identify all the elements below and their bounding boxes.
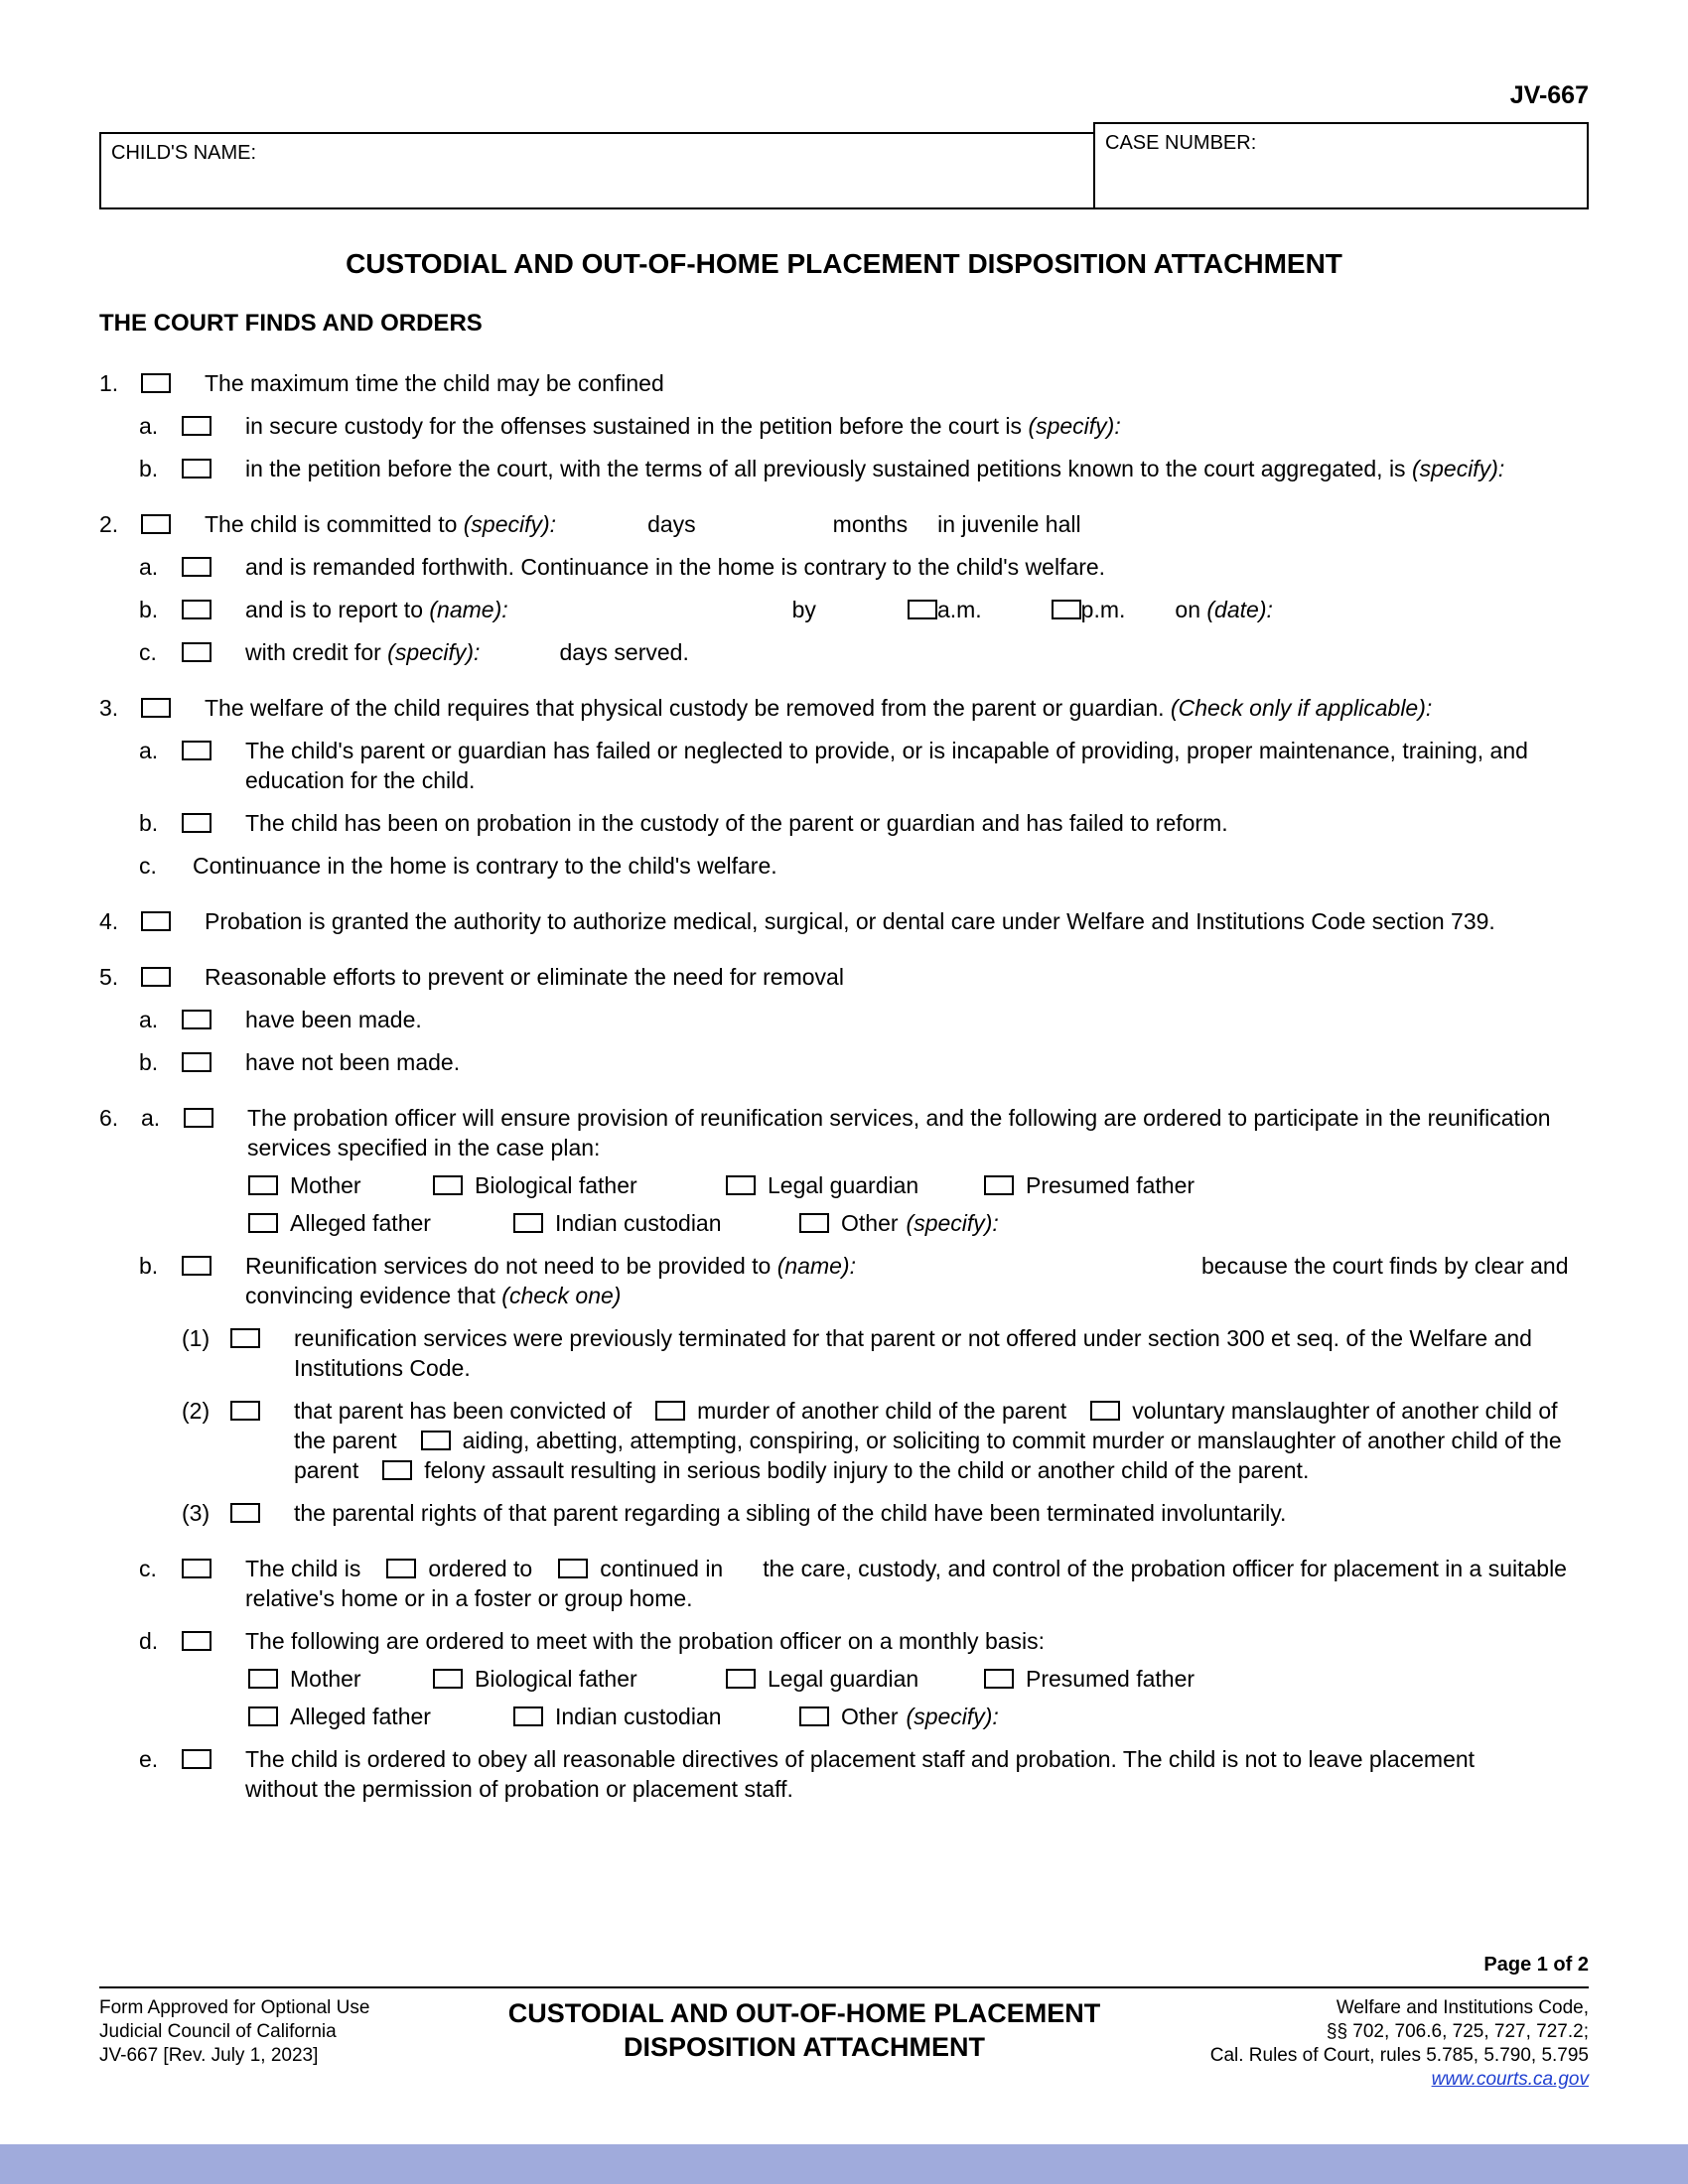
checkbox-felony-assault[interactable] (382, 1460, 412, 1480)
item-6b-check-one: (check one) (501, 1283, 622, 1308)
checkbox-6d-alleged-father[interactable] (248, 1706, 278, 1726)
item-1b (0, 454, 1579, 483)
alleged-father-label: Alleged father (290, 1210, 431, 1236)
item-6b-3 (0, 1498, 1579, 1528)
option-6a-biological-father (433, 1170, 637, 1200)
checkbox-voluntary-manslaughter[interactable] (1090, 1401, 1120, 1421)
item-6a (0, 1103, 1579, 1162)
checkbox-continued-in[interactable] (558, 1559, 588, 1578)
item-3b-text: The child has been on probation in the custody of the parent or guardian and has failed to reform. (245, 810, 1228, 836)
courts-website-link[interactable]: www.courts.ca.gov (1431, 2069, 1589, 2090)
checkbox-6a-other[interactable] (799, 1213, 829, 1233)
item-2 (0, 509, 1579, 539)
item-2-number: 2. (99, 511, 119, 537)
indian-custodian-label: Indian custodian (555, 1704, 722, 1729)
reunification-name-blank[interactable] (856, 1272, 1201, 1274)
other-specify-label: (specify): (906, 1704, 999, 1729)
item-6c-text2: the care, custody, and control of the probation officer for placement in a suitable relative's home or in a foster or group home. (245, 1556, 1567, 1611)
checkbox-item-5[interactable] (141, 967, 171, 987)
checkbox-6a-legal-guardian[interactable] (726, 1175, 756, 1195)
item-6c-letter: c. (139, 1556, 157, 1581)
childs-name-label: CHILD'S NAME: (111, 142, 257, 164)
checkbox-pm[interactable] (1052, 600, 1081, 619)
option-6a-presumed-father (984, 1170, 1195, 1200)
checkbox-6b-2[interactable] (230, 1401, 260, 1421)
committed-days-blank[interactable] (556, 530, 647, 532)
committed-months-blank[interactable] (696, 530, 833, 532)
biological-father-label: Biological father (475, 1172, 637, 1198)
form-header (0, 0, 1688, 213)
pm-label: p.m. (1080, 597, 1126, 622)
item-6e (0, 1744, 1579, 1804)
case-number-box[interactable] (1093, 122, 1589, 209)
item-6b-text: Reunification services do not need to be provided to (245, 1253, 772, 1279)
checkbox-ordered-to[interactable] (386, 1559, 416, 1578)
item-6b-3-text: the parental rights of that parent regarding a sibling of the child have been terminated involuntarily. (294, 1500, 1287, 1526)
item-6b-1-number: (1) (182, 1325, 211, 1351)
footer-council-line: Judicial Council of California (99, 2021, 337, 2042)
item-1-text: The maximum time the child may be confined (205, 370, 664, 396)
item-1a-letter: a. (139, 413, 159, 439)
item-6b-2-number: (2) (182, 1398, 211, 1424)
option-6a-indian-custodian (513, 1208, 722, 1238)
option-6a-mother (248, 1170, 361, 1200)
checkbox-6b-3[interactable] (230, 1503, 260, 1523)
childs-name-box[interactable] (99, 132, 1095, 209)
item-5a-letter: a. (139, 1007, 159, 1032)
item-1b-text: in the petition before the court, with the terms of all previously sustained petitions known to the court aggregated, is (245, 456, 1406, 481)
page-number: Page 1 of 2 (1483, 1954, 1589, 1976)
option-6a-alleged-father (248, 1208, 431, 1238)
checkbox-item-1a[interactable] (182, 416, 211, 436)
item-4-text: Probation is granted the authority to authorize medical, surgical, or dental care under Welfare and Institutions Code section 739. (205, 908, 1495, 934)
checkbox-item-6d[interactable] (182, 1631, 211, 1651)
item-6b-2 (0, 1396, 1579, 1485)
footer-form-title: CUSTODIAL AND OUT-OF-HOME PLACEMENT DISPOSITION ATTACHMENT (507, 1998, 1101, 2062)
footer-revision-line: JV-667 [Rev. July 1, 2023] (99, 2045, 319, 2066)
checkbox-item-3a[interactable] (182, 741, 211, 760)
checkbox-6d-presumed-father[interactable] (984, 1669, 1014, 1689)
checkbox-item-1b[interactable] (182, 459, 211, 478)
footer-approval-block (99, 1996, 457, 2092)
item-5a-text: have been made. (245, 1007, 422, 1032)
item-6b-1 (0, 1323, 1579, 1383)
checkbox-6a-indian-custodian[interactable] (513, 1213, 543, 1233)
checkbox-am[interactable] (908, 600, 937, 619)
checkbox-item-6e[interactable] (182, 1749, 211, 1769)
item-6e-letter: e. (139, 1746, 159, 1772)
item-2c-letter: c. (139, 639, 157, 665)
item-2a (0, 552, 1579, 582)
form-body (0, 249, 1579, 1804)
item-6a-text: The probation officer will ensure provision of reunification services, and the following are ordered to participate in the reunification services specified in the case plan: (247, 1105, 1551, 1160)
option-6d-presumed-father (984, 1664, 1195, 1694)
item-6d-letter: d. (139, 1628, 159, 1654)
item-3c (0, 851, 1579, 881)
item-6b-1-text: reunification services were previously terminated for that parent or not offered under section 300 et seq. of the Welfare and Institutions Code. (294, 1325, 1532, 1381)
days-label: days (647, 511, 696, 537)
checkbox-6d-indian-custodian[interactable] (513, 1706, 543, 1726)
item-6b-2-text: that parent has been convicted of (294, 1398, 633, 1424)
item-4-number: 4. (99, 908, 119, 934)
participants-row1-6a (248, 1170, 1579, 1200)
item-5b-text: have not been made. (245, 1049, 461, 1075)
item-2a-text: and is remanded forthwith. Continuance in the home is contrary to the child's welfare. (245, 554, 1106, 580)
item-4 (0, 906, 1579, 936)
footer-columns (99, 1988, 1589, 2092)
item-5a (0, 1005, 1579, 1034)
item-1b-letter: b. (139, 456, 159, 481)
item-3c-text: Continuance in the home is contrary to the child's welfare. (193, 853, 777, 879)
checkbox-murder[interactable] (655, 1401, 685, 1421)
item-6-number: 6. (99, 1105, 119, 1131)
item-3b-letter: b. (139, 810, 159, 836)
option-6d-indian-custodian (513, 1702, 722, 1731)
item-1-text-wrap (205, 368, 1579, 398)
mother-label: Mother (290, 1666, 361, 1692)
continued-in-option: continued in (600, 1556, 724, 1581)
checkbox-item-5b[interactable] (182, 1052, 211, 1072)
checkbox-item-2b[interactable] (182, 600, 211, 619)
item-1-number: 1. (99, 370, 119, 396)
item-6b-name: (name): (776, 1253, 856, 1279)
item-3b (0, 808, 1579, 838)
checkbox-6a-alleged-father[interactable] (248, 1213, 278, 1233)
legal-guardian-label: Legal guardian (768, 1172, 919, 1198)
option-6d-alleged-father (248, 1702, 431, 1731)
item-6e-text: The child is ordered to obey all reasonable directives of placement staff and probation. The child is not to leave placement without the permission of probation or placement staff. (245, 1746, 1476, 1802)
months-label: months (832, 511, 909, 537)
item-1b-specify: (specify): (1411, 456, 1505, 481)
bottom-edge-bar (0, 2144, 1688, 2184)
checkbox-6a-mother[interactable] (248, 1175, 278, 1195)
option-6d-biological-father (433, 1664, 637, 1694)
item-6a-letter: a. (141, 1105, 161, 1131)
checkbox-item-2a[interactable] (182, 557, 211, 577)
report-name-blank[interactable] (508, 615, 792, 617)
checkbox-item-5a[interactable] (182, 1010, 211, 1029)
biological-father-label: Biological father (475, 1666, 637, 1692)
checkbox-6d-mother[interactable] (248, 1669, 278, 1689)
footer-code-line: Welfare and Institutions Code, (1336, 1997, 1589, 2018)
other-label: Other (841, 1210, 899, 1236)
presumed-father-label: Presumed father (1026, 1666, 1196, 1692)
checkbox-aiding-abetting[interactable] (421, 1431, 451, 1450)
item-3-note: (Check only if applicable): (1170, 695, 1433, 721)
item-2-specify: (specify): (463, 511, 557, 537)
checkbox-6b-1[interactable] (230, 1328, 260, 1348)
item-3a-text: The child's parent or guardian has failed or neglected to provide, or is incapable of providing, proper maintenance, training, and education for the child. (245, 738, 1528, 793)
checkbox-6a-biological-father[interactable] (433, 1175, 463, 1195)
participants-row1-6d (248, 1664, 1579, 1694)
indian-custodian-label: Indian custodian (555, 1210, 722, 1236)
item-6b (0, 1251, 1579, 1310)
item-2b-by: by (791, 597, 816, 622)
am-label: a.m. (936, 597, 982, 622)
item-1a (0, 411, 1579, 441)
gap (1125, 615, 1175, 617)
item-6c (0, 1554, 1579, 1613)
aiding-abetting-option: aiding, abetting, attempting, conspiring, or soliciting to commit murder or manslaughter of another child of the parent (294, 1428, 1562, 1483)
item-5 (0, 962, 1579, 992)
option-6d-legal-guardian (726, 1664, 918, 1694)
footer-rules-line: Cal. Rules of Court, rules 5.785, 5.790, 5.795 (1209, 2045, 1589, 2066)
footer-approved-line: Form Approved for Optional Use (99, 1997, 370, 2018)
item-2c (0, 637, 1579, 667)
form-number: JV-667 (1509, 81, 1589, 109)
item-2c-specify: (specify): (387, 639, 481, 665)
alleged-father-label: Alleged father (290, 1704, 431, 1729)
murder-option: murder of another child of the parent (697, 1398, 1067, 1424)
voluntary-manslaughter-option: voluntary manslaughter of another child of the parent (294, 1398, 1558, 1453)
gap (908, 530, 937, 532)
option-6d-mother (248, 1664, 361, 1694)
checkbox-item-6a[interactable] (184, 1108, 213, 1128)
item-2c-text: with credit for (245, 639, 381, 665)
presumed-father-label: Presumed father (1026, 1172, 1196, 1198)
checkbox-item-2c[interactable] (182, 642, 211, 662)
checkbox-6d-other[interactable] (799, 1706, 829, 1726)
other-label: Other (841, 1704, 899, 1729)
checkbox-item-1[interactable] (141, 373, 171, 393)
item-2a-letter: a. (139, 554, 159, 580)
checkbox-6d-legal-guardian[interactable] (726, 1669, 756, 1689)
item-2b-date: (date): (1206, 597, 1273, 622)
case-number-label: CASE NUMBER: (1105, 132, 1257, 154)
other-specify-label: (specify): (906, 1210, 999, 1236)
footer (99, 1954, 1589, 2092)
checkbox-item-4[interactable] (141, 911, 171, 931)
credit-days-blank[interactable] (480, 658, 559, 660)
item-6b-text2: because the court finds by clear and convincing evidence that (245, 1253, 1569, 1308)
item-3-text: The welfare of the child requires that physical custody be removed from the parent or guardian. (205, 695, 1165, 721)
participants-row2-6d (248, 1702, 1579, 1731)
item-2-text: The child is committed to (205, 511, 458, 537)
item-5b (0, 1047, 1579, 1077)
option-6d-other (799, 1702, 999, 1731)
option-6a-legal-guardian (726, 1170, 918, 1200)
report-time-blank[interactable] (816, 615, 908, 617)
mother-label: Mother (290, 1172, 361, 1198)
item-1a-text: in secure custody for the offenses sustained in the petition before the court is (245, 413, 1023, 439)
footer-sections-line: §§ 702, 706.6, 725, 727, 727.2; (1326, 2021, 1589, 2042)
item-6d (0, 1626, 1579, 1656)
item-1a-specify: (specify): (1028, 413, 1121, 439)
checkbox-item-2[interactable] (141, 514, 171, 534)
item-3a-letter: a. (139, 738, 159, 763)
checkbox-item-3b[interactable] (182, 813, 211, 833)
juvenile-hall-label: in juvenile hall (937, 511, 1081, 537)
checkbox-item-6b[interactable] (182, 1256, 211, 1276)
item-3-number: 3. (99, 695, 119, 721)
item-5-text: Reasonable efforts to prevent or eliminate the need for removal (205, 964, 844, 990)
option-6a-other (799, 1208, 999, 1238)
checkbox-6d-biological-father[interactable] (433, 1669, 463, 1689)
legal-guardian-label: Legal guardian (768, 1666, 919, 1692)
item-6d-text: The following are ordered to meet with the probation officer on a monthly basis: (245, 1628, 1046, 1654)
checkbox-item-6c[interactable] (182, 1559, 211, 1578)
item-1 (0, 368, 1579, 398)
checkbox-item-3[interactable] (141, 698, 171, 718)
item-6c-text: The child is (245, 1556, 361, 1581)
footer-statutes-block (1152, 1996, 1589, 2092)
gap (982, 615, 1052, 617)
item-3 (0, 693, 1579, 723)
item-2b-name: (name): (429, 597, 508, 622)
item-2b-letter: b. (139, 597, 159, 622)
section-heading: THE COURT FINDS AND ORDERS (99, 310, 483, 337)
item-6b-3-number: (3) (182, 1500, 211, 1526)
item-2c-tail: days served. (559, 639, 689, 665)
item-3c-letter: c. (139, 853, 157, 879)
item-2b-on: on (1175, 597, 1200, 622)
item-3a (0, 736, 1579, 795)
gap (723, 1574, 763, 1576)
ordered-to-option: ordered to (428, 1556, 533, 1581)
item-5-number: 5. (99, 964, 119, 990)
item-6b-letter: b. (139, 1253, 159, 1279)
checkbox-6a-presumed-father[interactable] (984, 1175, 1014, 1195)
item-5b-letter: b. (139, 1049, 159, 1075)
felony-assault-option: felony assault resulting in serious bodily injury to the child or another child of the parent. (424, 1457, 1310, 1483)
item-2b-text: and is to report to (245, 597, 423, 622)
item-2b (0, 595, 1579, 624)
page-title: CUSTODIAL AND OUT-OF-HOME PLACEMENT DISPOSITION ATTACHMENT (346, 248, 1342, 279)
participants-row2-6a (248, 1208, 1579, 1238)
